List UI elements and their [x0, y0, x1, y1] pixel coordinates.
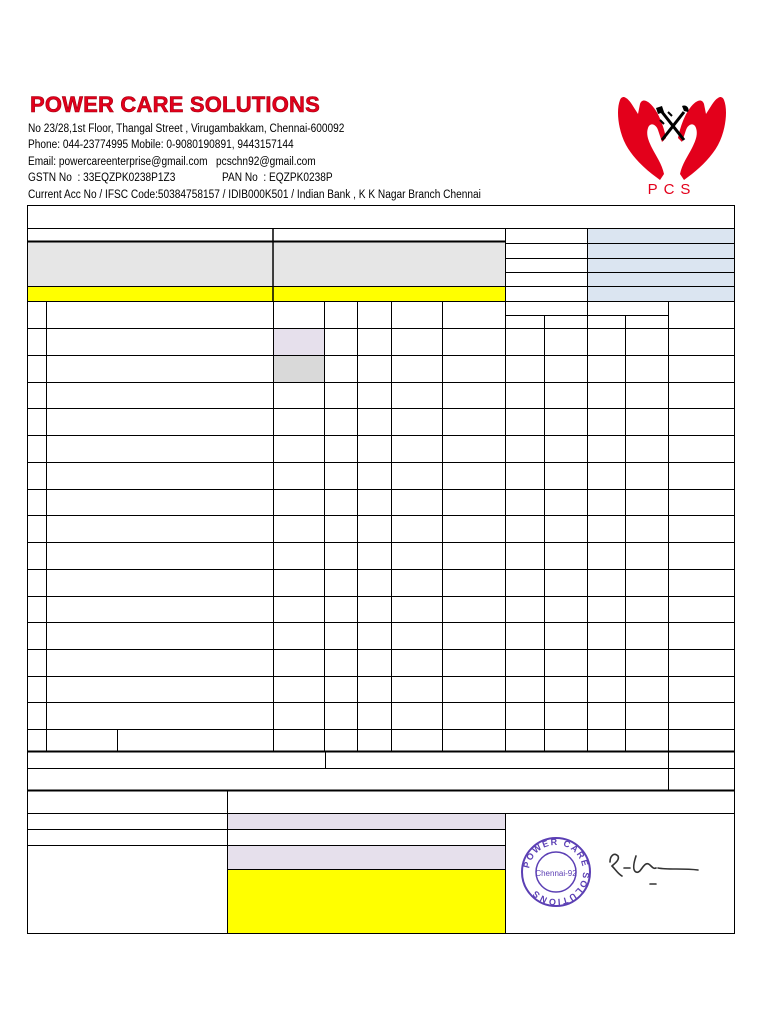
- fill-yellow-strip: [28, 286, 505, 301]
- company-stamp: [521, 837, 591, 907]
- company-pan: PAN No : EQZPK0238P: [222, 172, 333, 184]
- company-address: No 23/28,1st Floor, Thangal Street , Virugambakkam, Chennai-600092: [28, 123, 345, 135]
- signature: [610, 854, 698, 884]
- company-stamp-signature: [518, 832, 718, 912]
- company-email: Email: powercareenterprise@gmail.com pcschn92@gmail.com: [28, 156, 316, 168]
- fill-lavender-2: [227, 845, 505, 869]
- fill-grey-mid: [273, 242, 505, 286]
- stamp-inner-text: Chennai-92: [535, 869, 577, 878]
- fill-grey-cell: [274, 356, 324, 382]
- logo-letters: PCS: [647, 181, 697, 198]
- company-name: POWER CARE SOLUTIONS: [30, 92, 321, 117]
- company-bank: Current Acc No / IFSC Code:50384758157 / IDIB000K501 / Indian Bank , K K Nagar Branch Chennai: [28, 189, 481, 201]
- fill-yellow-box: [227, 869, 505, 933]
- fill-lavender-1: [227, 813, 505, 829]
- stamp-outer-text: POWER CARE SOLUTIONS: [521, 836, 592, 908]
- fill-light-blue: [587, 228, 734, 301]
- fill-grey-left: [28, 242, 272, 286]
- company-gstn: GSTN No : 33EQZPK0238P1Z3: [28, 172, 176, 184]
- fill-lavender-cell: [274, 329, 324, 355]
- company-phone: Phone: 044-23774995 Mobile: 0-9080190891, 9443157144: [28, 139, 294, 151]
